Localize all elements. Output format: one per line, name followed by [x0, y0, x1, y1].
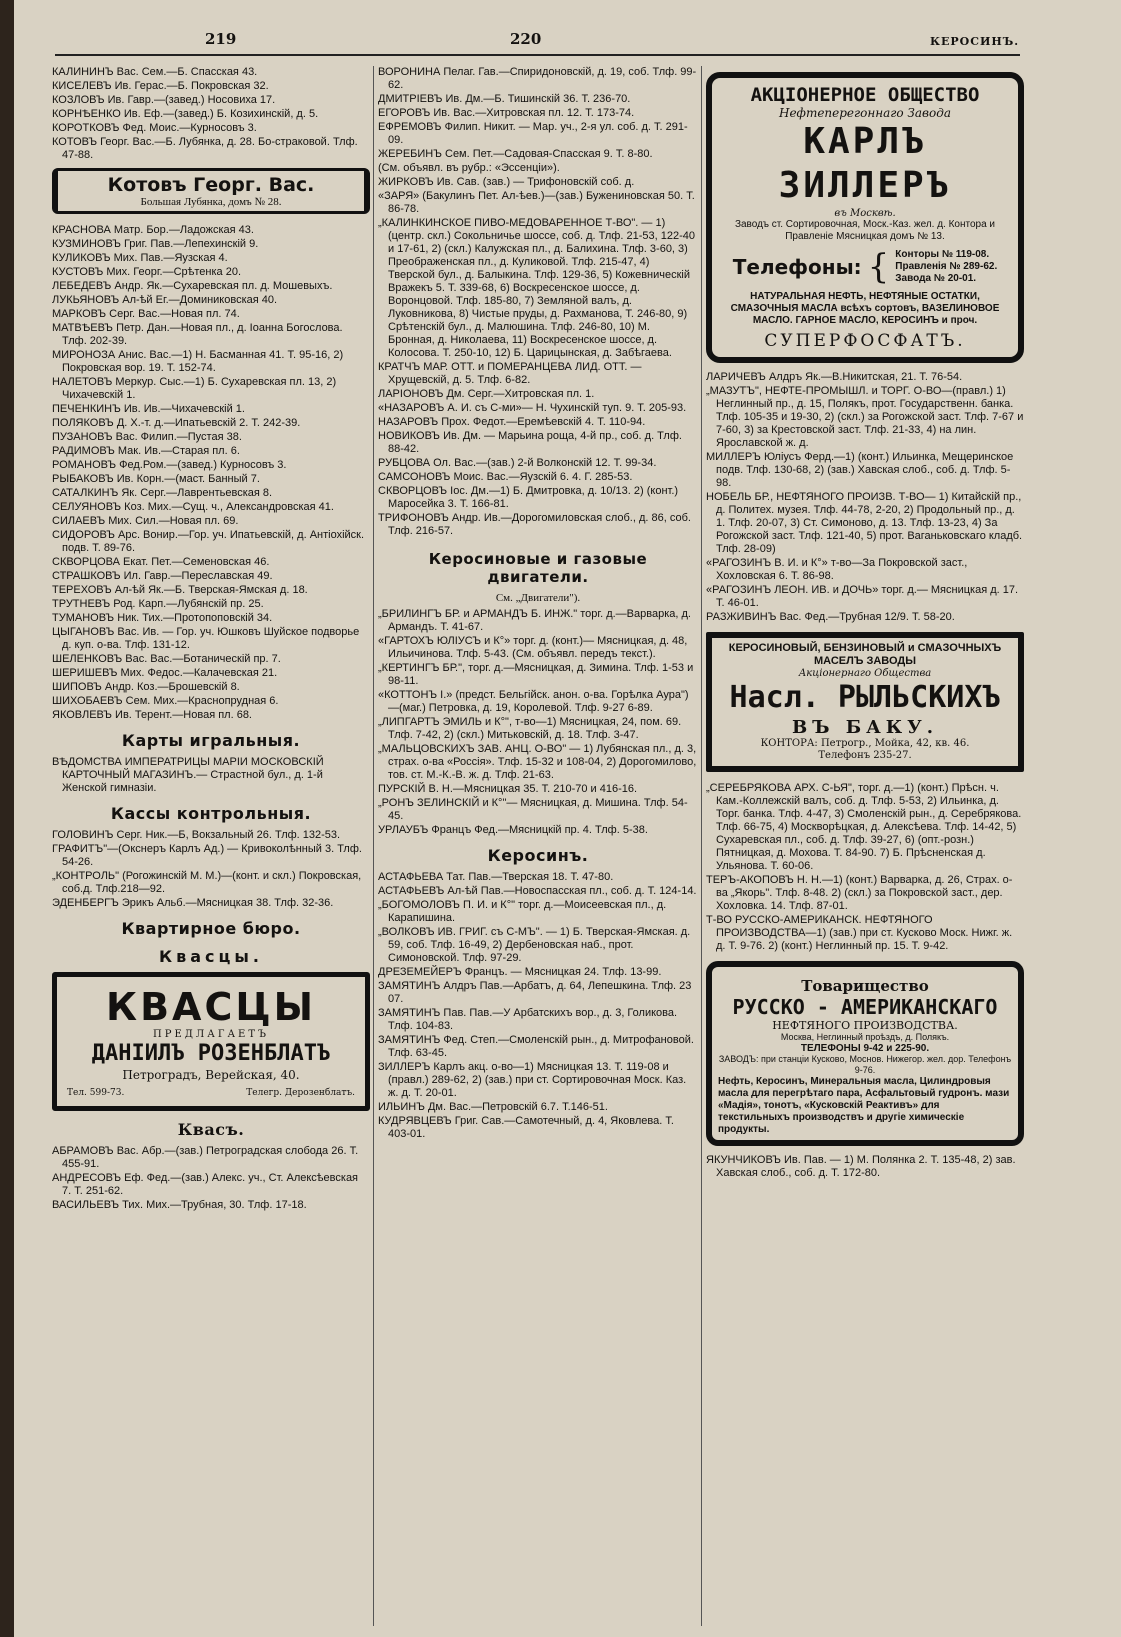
directory-entry: НАЗАРОВЪ Прох. Федот.—Еремѣевскій 4. Т. 110-94.: [378, 416, 646, 428]
directory-entry: „КАЛИНКИНСКОЕ ПИВО-МЕДОВАРЕННОЕ Т-ВО". — 1) (центр. скл.) Сокольничье шоссе, соб. д. Тлф. 21-53, 122-40 и 17-61, 2) (скл.) Калужская пл., д. Балихина. Тлф. 3-60, 3) Преображенская пл., д. Куликовой. Тлф. 215-47, 4) Тверской бул., д. Балыкина. Тлф. 129-36, 5) Кожевническій Вражекъ 5. Т. 339-68, 6) Воскресенское шоссе, д. Воронцовой. Тлф. 185-80, 7) Земляной валъ, д. Луковникова, 8) Чистые пруды, д. Рахманова, Т. 246-80, 9) Срѣтенскій бул., д. Малюшина. Тлф. 246-80, 10) М. Бронная, д. Николаева, 11) Воскресенское шоссе, д. Колосова. Т. 250-10, 12) Б. Царицынская, д. Забѣгаева.: [378, 217, 695, 359]
directory-entry: ЖИРКОВЪ Ив. Сав. (зав.) — Трифоновскій соб. д.: [378, 176, 635, 188]
ra-ad-address: Москва, Неглинный проѣздъ, д. Полякъ.: [780, 1032, 950, 1042]
section-heading-kvascy: Квасцы.: [159, 947, 263, 966]
kvascy-ad-title: КВАСЦЫ: [106, 985, 316, 1029]
directory-entry: ТРИФОНОВЪ Андр. Ив.—Дорогомиловская слоб., д. 86, соб. Тлф. 216-57.: [378, 512, 691, 537]
entry-list: [706, 1154, 1024, 1180]
directory-entry: СКВОРЦОВА Екат. Пет.—Семеновская 46.: [52, 556, 270, 568]
column-rule-1: [373, 66, 374, 1626]
directory-entry: ТРУТНЕВЪ Род. Карп.—Лубянскій пр. 25.: [52, 598, 264, 610]
directory-entry: „КЕРТИНГЪ БР.", торг. д.—Мясницкая, д. Зимина. Тлф. 1-53 и 98-11.: [378, 662, 694, 687]
ziller-ad-subtitle: Нефтеперегоннаго Завода: [778, 106, 951, 120]
ziller-ad-products: НАТУРАЛЬНАЯ НЕФТЬ, НЕФТЯНЫЕ ОСТАТКИ, СМАЗОЧНЫЯ МАСЛА всѣхъ сортовъ, ВАЗЕЛИНОВОЕ МАСЛО. ГАРНОЕ МАСЛО, КЕРОСИНЪ и проч.: [730, 291, 1000, 326]
ra-ad-title: Товарищество: [801, 977, 929, 995]
directory-entry: СЕЛУЯНОВЪ Коз. Мих.—Сущ. ч., Александровская 41.: [52, 501, 334, 513]
ra-ad-tel: ТЕЛЕФОНЫ 9-42 и 225-90.: [800, 1043, 930, 1054]
directory-entry: КУЛИКОВЪ Мих. Пав.—Яузская 4.: [52, 252, 228, 264]
directory-entry: ЗАМЯТИНЪ Фед. Степ.—Смоленскій рын., д. Митрофановой. Тлф. 63-45.: [378, 1034, 694, 1059]
directory-entry: НАЛЕТОВЪ Меркур. Сыс.—1) Б. Сухаревская пл. 13, 2) Чихачевскій 1.: [52, 376, 337, 401]
directory-entry: РОМАНОВЪ Фед.Ром.—(завед.) Курносовъ 3.: [52, 459, 287, 471]
column-rule-2: [701, 66, 702, 1626]
kotov-ad-address: Большая Лубянка, домъ № 28.: [140, 196, 282, 208]
directory-entry: ГРАФИТЪ"—(Окснеръ Карлъ Ад.) — Кривоколѣнный 3. Тлф. 54-26.: [52, 843, 362, 868]
directory-entry: ЛАРИЧЕВЪ Алдръ Як.—В.Никитская, 21. Т. 76-54.: [706, 371, 963, 383]
kvascy-ad-box: [52, 972, 370, 1111]
directory-entry: СКВОРЦОВЪ Іос. Дм.—1) Б. Дмитровка, д. 10/13. 2) (конт.) Маросейка 3. Т. 166-81.: [378, 485, 679, 510]
kvascy-ad-telegr: Телегр. Дерозенблатъ.: [246, 1088, 355, 1098]
directory-entry: ЗАМЯТИНЪ Пав. Пав.—У Арбатскихъ вор., д. 3, Голикова. Тлф. 104-83.: [378, 1007, 678, 1032]
entry-list: [378, 66, 698, 538]
rylsk-ad-office: КОНТОРА: Петрогр., Мойка, 42, кв. 46.: [760, 738, 970, 749]
kotov-ad-box: [52, 168, 370, 214]
directory-entry: НОБЕЛЬ БР., НЕФТЯНОГО ПРОИЗВ. Т-ВО— 1) Китайскій пр., д. Политех. музея. Тлф. 44-78, 2-20, 2) Продольный пр., д. 1. Тлф. 20-07, 3) Ст. Симоново, д. 13. Тлф. 13-23, 4) За Рогожской заст. Тлф. 121-40, 5) прот. Ваганьковскаго кладб. Тлф. 28-09): [706, 491, 1023, 555]
running-head: КЕРОСИНЪ.: [930, 35, 1020, 48]
ra-ad-products: Нефть, Керосинъ, Минеральныя масла, Цилиндровыя масла для перегрѣтаго пара, Асфальтовый гудронъ. мази «Мадія», тонотъ, «Кусковскій Реактивъ» для текстильныхъ производствъ и другіе химическіе продукты.: [718, 1076, 1010, 1135]
directory-entry: (См. объявл. въ рубр.: «Эссенціи»).: [378, 162, 560, 174]
russko-american-ad-box: [706, 961, 1024, 1146]
section-heading-kvartirnoe: Квартирное бюро.: [121, 919, 301, 938]
directory-entry: ИЛЬИНЪ Дм. Вас.—Петровскій 6.7. Т.146-51.: [378, 1101, 608, 1113]
directory-entry: ПОЛЯКОВЪ Д. Х.-т. д.—Ипатьевскій 2. Т. 242-39.: [52, 417, 301, 429]
page-number-left: 219: [205, 30, 237, 48]
ra-ad-plant: ЗАВОДЪ: при станціи Кусково, Моснов. Нижегор. жел. дор. Телефонъ 9-76.: [718, 1054, 1012, 1075]
directory-entry: ЯКОВЛЕВЪ Ив. Терент.—Новая пл. 68.: [52, 709, 252, 721]
directory-entry: КОРОТКОВЪ Фед. Моис.—Курносовъ 3.: [52, 122, 257, 134]
kvascy-ad-tel: Тел. 599-73.: [67, 1088, 125, 1098]
brace-icon: {: [867, 247, 890, 287]
directory-entry: ПУРСКІЙ В. Н.—Мясницкая 35. Т. 210-70 и 416-16.: [378, 783, 638, 795]
directory-entry: ПУЗАНОВЪ Вас. Филип.—Пустая 38.: [52, 431, 242, 443]
directory-entry: АСТАФЬЕВА Тат. Пав.—Тверская 18. Т. 47-80.: [378, 871, 614, 883]
rylsk-ad-subtitle: Акціонернаго Общества: [798, 668, 932, 679]
directory-entry: АСТАФЬЕВЪ Ал-ѣй Пав.—Новоспасская пл., соб. д. Т. 124-14.: [378, 885, 697, 897]
section-heading-kassy: Кассы контрольныя.: [110, 804, 312, 823]
directory-entry: ЕФРЕМОВЪ Филип. Никит. — Мар. уч., 2-я ул. соб. д. Т. 291-09.: [378, 121, 688, 146]
directory-entry: УРЛАУБЪ Францъ Фед.—Мясницкій пр. 4. Тлф. 5-38.: [378, 824, 648, 836]
directory-entry: ЛЕБЕДЕВЪ Андр. Як.—Сухаревская пл. д. Мошевыхъ.: [52, 280, 333, 292]
ziller-ad-name: КАРЛЪ ЗИЛЛЕРЪ: [778, 121, 952, 206]
directory-entry: «ГАРТОХЪ ЮЛІУСЪ и К°» торг. д. (конт.)— Мясницкая, д. 48, Ильичинова. Тлф. 5-43. (См. объявл. передъ текст.).: [378, 635, 688, 660]
directory-entry: „МАЗУТЪ", НЕФТЕ-ПРОМЫШЛ. и ТОРГ. О-ВО—(правл.) 1) Неглинный пр., д. 15, Полякъ, прот. Государственн. банка. Тлф. 105-35 и 19-30, 2) (скл.) за Рогожской заст. Тлф. 7-67 и 7-60, 3) за Крестовской заст. Тлф. 21-33, 4) на лин. Ярославской ж. д.: [706, 385, 1024, 449]
directory-entry: КРАТЧЪ МАР. ОТТ. и ПОМЕРАНЦЕВА ЛИД. ОТТ. — Хрущевскій, д. 5. Тлф. 6-82.: [378, 361, 642, 386]
directory-entry: «РАГОЗИНЪ ЛЕОН. ИВ. и ДОЧЬ» торг. д.— Мясницкая д. 17. Т. 46-01.: [706, 584, 1019, 609]
directory-entry: САТАЛКИНЪ Як. Серг.—Лаврентьевская 8.: [52, 487, 273, 499]
entry-list: [378, 608, 698, 837]
directory-entry: РАДИМОВЪ Мак. Ив.—Старая пл. 6.: [52, 445, 240, 457]
directory-entry: „БОГОМОЛОВЪ П. И. и К°" торг. д.—Моисеевская пл., д. Карапишина.: [378, 899, 667, 924]
entry-list: [52, 1145, 370, 1212]
kvascy-ad-address: Петроградъ, Верейская, 40.: [122, 1068, 300, 1082]
column-middle: [378, 66, 698, 1626]
directory-entry: „СЕРЕБРЯКОВА АРХ. С-ЬЯ", торг. д.—1) (конт.) Прѣсн. ч. Кам.-Коллежскій валъ, соб. д. Тлф. 5-53, 2) Ильинка, д. Торг. банка. Тлф. 4-47, 3) Смоленскій рын., д. Серебрякова. Тлф. 66-75, 4) Москворѣцкая, д. Алексѣева. Тлф. 14-42, 5) Сухаревская пл., соб. д. Тлф. 39-27, 6) (опт.-розн.) Пятницкая, д. Мохова. Т. 84-90. 7) Б. Прѣсненская д. Ульянова. Т. 60-06.: [706, 782, 1022, 872]
rylsk-ad-name: Насл. РЫЛЬСКИХЪ: [729, 680, 1001, 715]
ziller-ad-bottom: СУПЕРФОСФАТЪ.: [764, 331, 966, 351]
directory-entry: РУБЦОВА Ол. Вас.—(зав.) 2-й Волконскій 12. Т. 99-34.: [378, 457, 657, 469]
entry-list: [706, 782, 1024, 953]
directory-entry: „ЛИПГАРТЪ ЭМИЛЬ и К°", т-во—1) Мясницкая, 24, пом. 69. Тлф. 7-42, 2) (скл.) Митьковскій, д. 18. Тлф. 3-47.: [378, 716, 682, 741]
section-heading-kvas: Квасъ.: [177, 1120, 245, 1139]
directory-entry: ЗИЛЛЕРЪ Карлъ акц. о-во—1) Мясницкая 13. Т. 119-08 и (правл.) 289-62, 2) (зав.) при ст. Сортировочная Моск. Каз. ж. д. Т. 20-01.: [378, 1061, 687, 1099]
section-heading-dvigateli: Керосиновые и газовые двигатели.: [428, 550, 648, 586]
ziller-ad-box: [706, 72, 1024, 363]
directory-entry: „МАЛЬЦОВСКИХЪ ЗАВ. АНЦ. О-ВО" — 1) Лубянская пл., д. 3, страх. о-ва «Россія». Тлф. 15-32 и 108-04, 2) Дорогомилово, тов. ст. М.-К.-В. ж. д. Тлф. 21-63.: [378, 743, 697, 781]
directory-entry: ТУМАНОВЪ Ник. Тих.—Протопоповскій 34.: [52, 612, 273, 624]
directory-entry: ГОЛОВИНЪ Серг. Ник.—Б, Вокзальный 26. Тлф. 132-53.: [52, 829, 341, 841]
ra-ad-name: РУССКО - АМЕРИКАНСКАГО: [732, 995, 998, 1019]
directory-entry: МАРКОВЪ Серг. Вас.—Новая пл. 74.: [52, 308, 240, 320]
directory-entry: „ВОЛКОВЪ ИВ. ГРИГ. съ С-МЪ". — 1) Б. Тверская-Ямская. д. 59, соб. Тлф. 16-49, 2) Дербеновская наб., прот. Симоновской. Тлф. 97-29.: [378, 926, 691, 964]
directory-entry: РАЗЖИВИНЪ Вас. Фед.—Трубная 12/9. Т. 58-20.: [706, 611, 955, 623]
directory-entry: РЫБАКОВЪ Ив. Корн.—(маст. Банный 7.: [52, 473, 260, 485]
directory-entry: ЯКУНЧИКОВЪ Ив. Пав. — 1) М. Полянка 2. Т. 135-48, 2) зав. Хавская слоб., соб. д. Т. 172-80.: [706, 1154, 1016, 1179]
directory-entry: ТЕРЕХОВЪ Ал-ѣй Як.—Б. Тверская-Ямская д. 18.: [52, 584, 308, 596]
rylsk-ad-tel: Телефонъ 235-27.: [818, 750, 912, 761]
directory-entry: ЛУКЬЯНОВЪ Ал-ѣй Ег.—Доминиковская 40.: [52, 294, 278, 306]
directory-entry: ЕГОРОВЪ Ив. Вас.—Хитровская пл. 12. Т. 173-74.: [378, 107, 635, 119]
directory-entry: «ЗАРЯ» (Бакулинъ Пет. Ал-ѣев.)—(зав.) Бужениновская 50. Т. 86-78.: [378, 190, 695, 215]
directory-entry: ПЕЧЕНКИНЪ Ив. Ив.—Чихачевскій 1.: [52, 403, 245, 415]
book-spine: [0, 0, 14, 1637]
section-reference: См. „Двигатели").: [495, 592, 581, 604]
entry-list: [52, 66, 370, 162]
directory-entry: МИРОНОЗА Анис. Вас.—1) Н. Басманная 41. Т. 95-16, 2) Покровская вор. 19. Т. 152-74.: [52, 349, 344, 374]
ziller-ad-tel-label: Телефоны:: [732, 255, 862, 279]
entry-list: [52, 756, 370, 795]
section-heading-karty: Карты игральныя.: [121, 731, 301, 750]
directory-entry: МИЛЛЕРЪ Юліусъ Ферд.—1) (конт.) Ильинка, Мещеринское подв. Тлф. 130-68, 2) (зав.) Хавская слоб., соб. д. Тлф. 5-98.: [706, 451, 1014, 489]
directory-entry: КУСТОВЪ Мих. Георг.—Срѣтенка 20.: [52, 266, 242, 278]
directory-entry: „КОНТРОЛЬ" (Рогожинскій М. М.)—(конт. и скл.) Покровская, соб.д. Тлф.218—92.: [52, 870, 362, 895]
kvascy-ad-name: ДАНІИЛЪ РОЗЕНБЛАТЪ: [91, 1041, 331, 1066]
kotov-ad-name: Котовъ Георг. Вас.: [107, 174, 315, 196]
directory-entry: ВОРОНИНА Пелаг. Гав.—Спиридоновскій, д. 19, соб. Тлф. 99-62.: [378, 66, 697, 91]
directory-entry: ШЕЛЕНКОВЪ Вас. Вас.—Ботаническій пр. 7.: [52, 653, 281, 665]
ziller-ad-city: въ Москвѣ.: [834, 208, 896, 219]
directory-entry: ШЕРИШЕВЪ Мих. Федос.—Калачевская 21.: [52, 667, 278, 679]
directory-entry: ШИПОВЪ Андр. Коз.—Брошевскій 8.: [52, 681, 240, 693]
column-right: [706, 66, 1024, 1626]
entry-list: [706, 371, 1024, 624]
section-heading-kerosin: Керосинъ.: [487, 846, 589, 865]
directory-entry: ЭДЕНБЕРГЪ Эрикъ Альб.—Мясницкая 38. Тлф. 32-36.: [52, 897, 334, 909]
directory-entry: АБРАМОВЪ Вас. Абр.—(зав.) Петроградская слобода 26. Т. 455-91.: [52, 1145, 359, 1170]
directory-entry: КОЗЛОВЪ Ив. Гавр.—(завед.) Носовиха 17.: [52, 94, 276, 106]
kvascy-ad-offers: ПРЕДЛАГАЕТЪ: [153, 1029, 269, 1040]
directory-entry: КУЗМИНОВЪ Григ. Пав.—Лепехинскій 9.: [52, 238, 259, 250]
directory-entry: «КОТТОНЪ I.» (предст. Бельгійск. анон. о-ва. Горѣлка Аура")—(маг.) Петровка, д. 19, Королевой. Тлф. 9-27 6-89.: [378, 689, 689, 714]
directory-entry: ШИХОБАЕВЪ Сем. Мих.—Краснопрудная 6.: [52, 695, 279, 707]
directory-entry: ЦЫГАНОВЪ Вас. Ив. — Гор. уч. Юшковъ Шуйское подворье д. куп. о-ва. Тлф. 131-12.: [52, 626, 360, 651]
directory-entry: ЖЕРЕБИНЪ Сем. Пет.—Садовая-Спасская 9. Т. 8-80.: [378, 148, 653, 160]
directory-entry: ДМИТРІЕВЪ Ив. Дм.—Б. Тишинскій 36. Т. 236-70.: [378, 93, 631, 105]
directory-entry: МАТВѢЕВЪ Петр. Дан.—Новая пл., д. Іоанна Богослова. Тлф. 202-39.: [52, 322, 343, 347]
directory-entry: СИЛАЕВЪ Мих. Сил.—Новая пл. 69.: [52, 515, 239, 527]
directory-entry: Т-ВО РУССКО-АМЕРИКАНСК. НЕФТЯНОГО ПРОИЗВОДСТВА—1) (зав.) при ст. Кусково Моск. Нижг. ж. д. Т. 9-76. 2) (конт.) Неглинный пр. 15. Т. 9-42.: [706, 914, 1013, 952]
page-number-center: 220: [510, 30, 542, 48]
directory-entry: АНДРЕСОВЪ Еф. Фед.—(зав.) Алекс. уч., Ст. Алексѣевская 7. Т. 251-62.: [52, 1172, 359, 1197]
directory-entry: КУДРЯВЦЕВЪ Григ. Сав.—Самотечный, д. 4, Яковлева. Т. 403-01.: [378, 1115, 674, 1140]
directory-entry: КАЛИНИНЪ Вас. Сем.—Б. Спасская 43.: [52, 66, 258, 78]
directory-entry: ЛАРІОНОВЪ Дм. Серг.—Хитровская пл. 1.: [378, 388, 595, 400]
directory-entry: САМСОНОВЪ Моис. Вас.—Яузскій 6. 4. Г. 285-53.: [378, 471, 633, 483]
directory-entry: КОТОВЪ Георг. Вас.—Б. Лубянка, д. 28. Бо-страковой. Тлф. 47-88.: [52, 136, 358, 161]
directory-entry: „РОНЪ ЗЕЛИНСКІЙ и К°"— Мясницкая, д. Мишина. Тлф. 54-45.: [378, 797, 688, 822]
entry-list: [52, 829, 370, 910]
rylsk-ad-head: КЕРОСИНОВЫЙ, БЕНЗИНОВЫЙ и СМАЗОЧНЫХЪ МАСЕЛЪ ЗАВОДЫ: [728, 642, 1002, 667]
directory-entry: «РАГОЗИНЪ В. И. и К°» т-во—За Покровской заст., Хохловская 6. Т. 86-98.: [706, 557, 968, 582]
directory-entry: НОВИКОВЪ Ив. Дм. — Марьина роща, 4-й пр., соб. д. Тлф. 88-42.: [378, 430, 682, 455]
directory-entry: СТРАШКОВЪ Ил. Гавр.—Переславская 49.: [52, 570, 273, 582]
rylsk-ad-box: [706, 632, 1024, 772]
directory-entry: ВѢДОМСТВА ИМПЕРАТРИЦЫ МАРІИ МОСКОВСКІЙ КАРТОЧНЫЙ МАГАЗИНЪ.— Страстной бул., д. 1-й Женской гимназіи.: [52, 756, 324, 794]
directory-entry: ТЕРЪ-АКОПОВЪ Н. Н.—1) (конт.) Варварка, д. 26, Страх. о-ва „Якорь". Тлф. 8-48. 2) (скл.) за Покровской заст., дер. Хохловка. 14. Тлф. 87-01.: [706, 874, 1013, 912]
entry-list: [52, 224, 370, 722]
ra-ad-subtitle: НЕФТЯНОГО ПРОИЗВОДСТВА.: [772, 1019, 958, 1032]
column-left: [52, 66, 370, 1626]
ziller-ad-tel-line: Правленія № 289-62.: [895, 261, 998, 272]
directory-entry: КИСЕЛЕВЪ Ив. Герас.—Б. Покровская 32.: [52, 80, 269, 92]
directory-entry: ЗАМЯТИНЪ Алдръ Пав.—Арбатъ, д. 64, Лепешкина. Тлф. 23 07.: [378, 980, 692, 1005]
ziller-ad-title: АКЦІОНЕРНОЕ ОБЩЕСТВО: [750, 84, 980, 106]
directory-entry: СИДОРОВЪ Арс. Вонир.—Гор. уч. Ипатьевскій, д. Антіохійск. подв. Т. 89-76.: [52, 529, 365, 554]
ziller-ad-address: Заводъ ст. Сортировочная, Моск.-Каз. жел. д. Контора и Правленіе Мясницкая домъ № 13.: [734, 219, 996, 242]
directory-entry: ДРЕЗЕМЕЙЕРЪ Францъ. — Мясницкая 24. Тлф. 13-99.: [378, 966, 662, 978]
directory-entry: „БРИЛИНГЪ БР. и АРМАНДЪ Б. ИНЖ." торг. д.—Варварка, д. Армандъ. Т. 41-67.: [378, 608, 691, 633]
directory-entry: ВАСИЛЬЕВЪ Тих. Мих.—Трубная, 30. Тлф. 17-18.: [52, 1199, 307, 1211]
directory-entry: КОРНѢЕНКО Ив. Еф.—(завед.) Б. Козихинскій, д. 5.: [52, 108, 319, 120]
ziller-ad-tel-line: Завода № 20-01.: [895, 273, 977, 284]
directory-entry: «НАЗАРОВЪ А. И. съ С-ми»— Н. Чухинскій туп. 9. Т. 205-93.: [378, 402, 687, 414]
entry-list: [378, 871, 698, 1141]
header-rule: [55, 54, 1020, 56]
directory-entry: КРАСНОВА Матр. Бор.—Ладожская 43.: [52, 224, 254, 236]
rylsk-ad-city: ВЪ БАКУ.: [792, 717, 938, 738]
ziller-ad-tel-line: Конторы № 119-08.: [895, 249, 990, 260]
